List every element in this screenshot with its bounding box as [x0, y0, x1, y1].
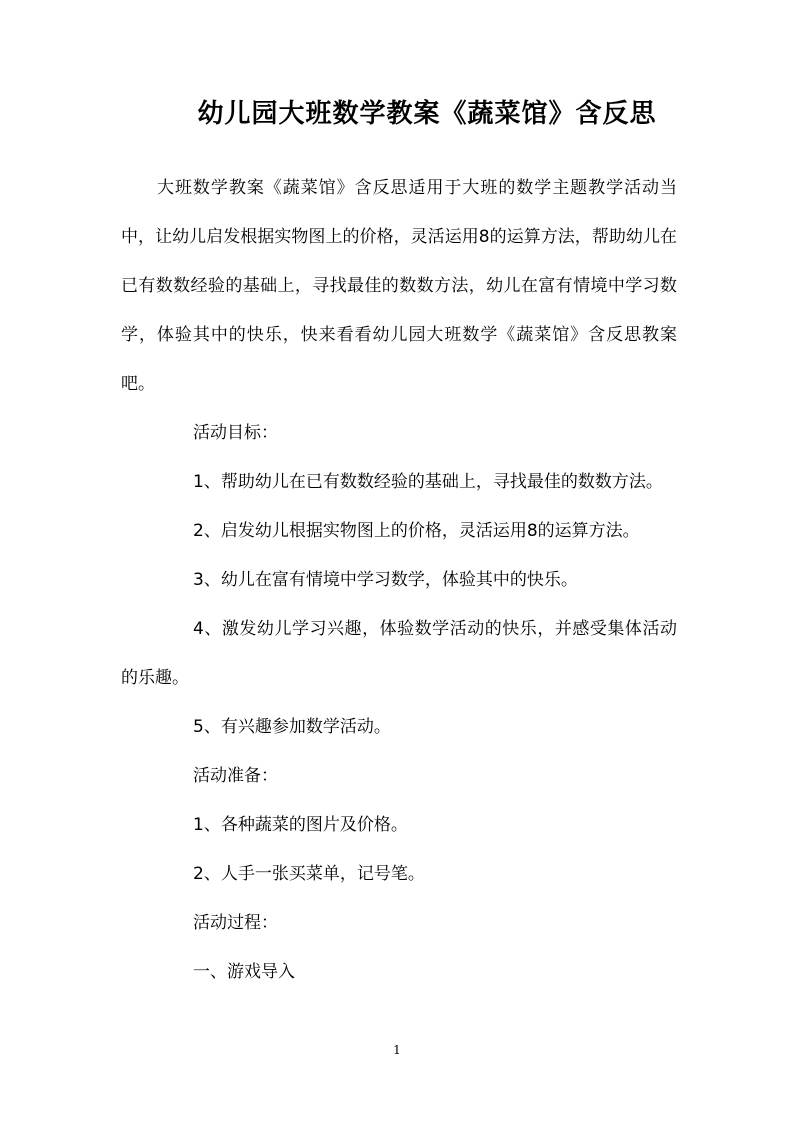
prep-item-1: 1、各种蔬菜的图片及价格。 — [193, 815, 408, 835]
goal-item-1: 1、帮助幼儿在已有数数经验的基础上，寻找最佳的数数方法。 — [193, 472, 663, 492]
document-body — [121, 164, 677, 997]
prep-item-2: 2、人手一张买菜单，记号笔。 — [193, 864, 425, 884]
process-step-1: 一、游戏导入 — [193, 962, 295, 982]
goal-item-4: 4、激发幼儿学习兴趣，体验数学活动的快乐，并感受集体活动的乐趣。 — [121, 619, 677, 688]
goal-item-3: 3、幼儿在富有情境中学习数学，体验其中的快乐。 — [193, 570, 578, 590]
goal-item-2: 2、启发幼儿根据实物图上的价格，灵活运用8的运算方法。 — [193, 521, 640, 541]
page-number: 1 — [393, 1043, 401, 1057]
goals-heading: 活动目标： — [193, 423, 278, 443]
intro-paragraph: 大班数学教案《蔬菜馆》含反思适用于大班的数学主题教学活动当中，让幼儿启发根据实物图上的价格，灵活运用8的运算方法，帮助幼儿在已有数数经验的基础上，寻找最佳的数数方法，幼儿在富有情境中学习数学，体验其中的快乐，快来看看幼儿园大班数学《蔬菜馆》含反思教案吧。 — [121, 178, 677, 394]
prep-heading: 活动准备： — [193, 766, 278, 786]
goal-item-5: 5、有兴趣参加数学活动。 — [193, 717, 391, 737]
document-title: 幼儿园大班数学教案《蔬菜馆》含反思 — [197, 99, 657, 129]
process-heading: 活动过程： — [193, 913, 278, 933]
